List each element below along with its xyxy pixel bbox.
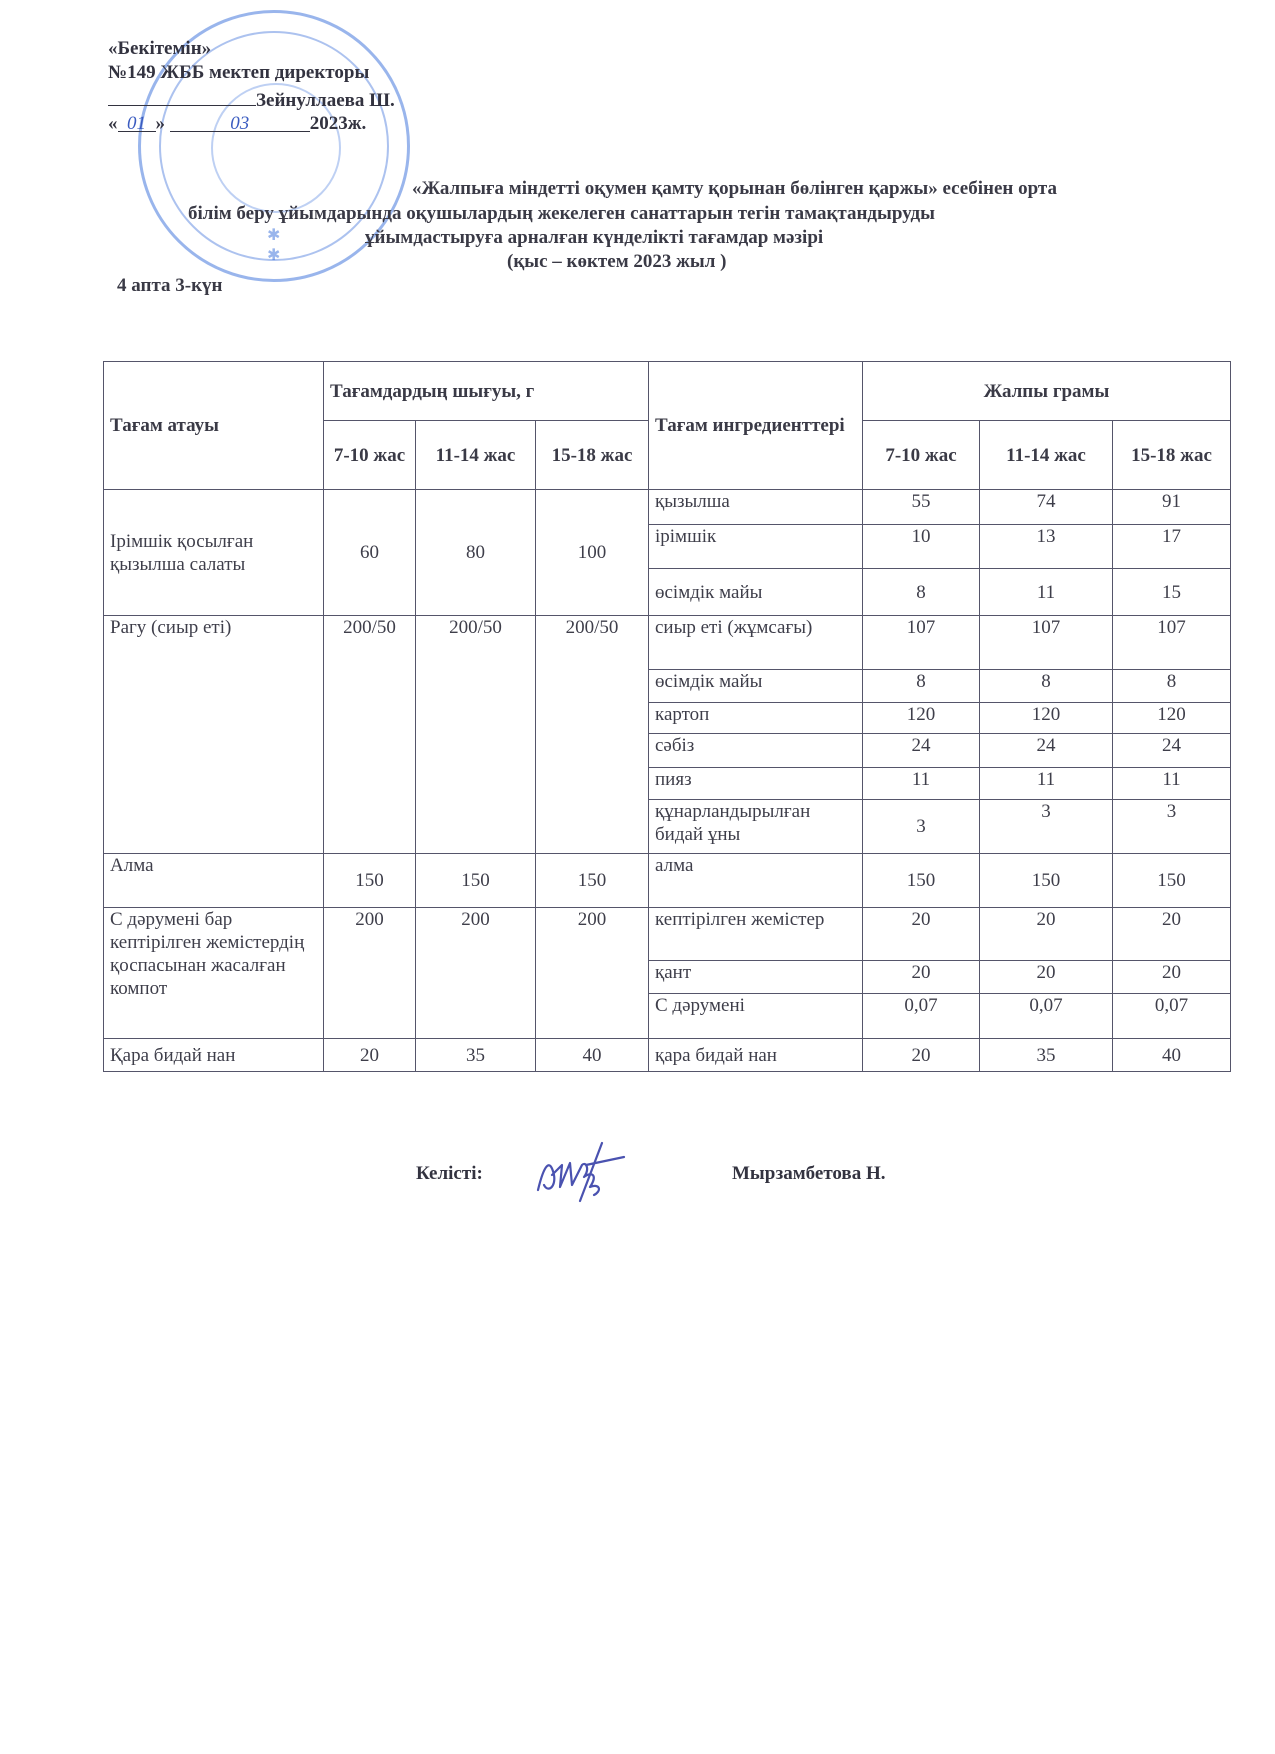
header-total-grams: Жалпы грамы <box>863 362 1231 421</box>
ingredient-name: өсімдік майы <box>649 670 863 703</box>
ingredient-grams: 20 <box>863 961 980 994</box>
dish-yield: 40 <box>536 1039 649 1072</box>
signature-blank <box>108 87 256 106</box>
ingredient-grams: 107 <box>863 616 980 670</box>
dish-yield: 150 <box>416 854 536 908</box>
dish-name: С дәрумені бар кептірілген жемістердің қоспасынан жасалған компот <box>104 908 324 1039</box>
yield-age-11-14: 11-14 жас <box>416 421 536 490</box>
approval-month: 03 <box>170 113 310 132</box>
approval-heading: «Бекітемін» <box>108 38 212 59</box>
approval-day: 01 <box>118 113 156 132</box>
approval-signature-line <box>108 87 395 112</box>
table-header-row <box>104 362 1231 421</box>
ingredient-grams: 55 <box>863 490 980 525</box>
agreed-person-name: Мырзамбетова Н. <box>732 1163 886 1184</box>
ingredient-name: құнарландырылған бидай ұны <box>649 800 863 854</box>
header-ingredients: Тағам ингредиенттері <box>649 362 863 490</box>
ingredient-name: алма <box>649 854 863 908</box>
dish-yield: 200/50 <box>536 616 649 854</box>
ingredient-grams: 13 <box>980 525 1113 569</box>
table-row <box>104 1039 1231 1072</box>
dish-yield: 100 <box>536 490 649 616</box>
ingredient-grams: 120 <box>1113 703 1231 734</box>
ingredient-grams: 8 <box>980 670 1113 703</box>
document-title-line3: ұйымдастыруға арналған күнделікті тағамдар мәзірі <box>365 227 824 248</box>
ingredient-grams: 0,07 <box>980 994 1113 1039</box>
dish-name: Рагу (сиыр еті) <box>104 616 324 854</box>
quote-close: » <box>155 113 165 134</box>
dish-yield: 150 <box>324 854 416 908</box>
stamp-star-icon: ✱ <box>267 245 281 264</box>
ingredient-grams: 11 <box>863 768 980 800</box>
ingredient-grams: 150 <box>1113 854 1231 908</box>
dish-yield: 200 <box>536 908 649 1039</box>
ingredient-grams: 24 <box>1113 734 1231 768</box>
ingredient-name: кептірілген жемістер <box>649 908 863 961</box>
ingredient-grams: 120 <box>980 703 1113 734</box>
director-name: Зейнуллаева Ш. <box>256 90 395 111</box>
table-row <box>104 490 1231 525</box>
table-row <box>104 854 1231 908</box>
ingredient-grams: 107 <box>980 616 1113 670</box>
ingredient-grams: 3 <box>1113 800 1231 854</box>
ingredient-grams: 8 <box>863 569 980 616</box>
total-age-7-10: 7-10 жас <box>863 421 980 490</box>
stamp-star-icon: ✱ <box>267 225 281 244</box>
header-dish-name: Тағам атауы <box>104 362 324 490</box>
ingredient-grams: 40 <box>1113 1039 1231 1072</box>
agreed-label: Келісті: <box>416 1163 483 1184</box>
approval-year: 2023ж. <box>309 113 367 134</box>
ingredient-name: пияз <box>649 768 863 800</box>
dish-yield: 200 <box>324 908 416 1039</box>
ingredient-name: ірімшік <box>649 525 863 569</box>
ingredient-grams: 20 <box>863 1039 980 1072</box>
ingredient-grams: 74 <box>980 490 1113 525</box>
dish-name: Алма <box>104 854 324 908</box>
ingredient-grams: 3 <box>863 800 980 854</box>
ingredient-grams: 20 <box>980 908 1113 961</box>
dish-name: Ірімшік қосылған қызылша салаты <box>104 490 324 616</box>
ingredient-grams: 150 <box>980 854 1113 908</box>
ingredient-name: қант <box>649 961 863 994</box>
document-title-line1: «Жалпыға міндетті оқумен қамту қорынан бөлінген қаржы» есебінен орта <box>412 178 1057 199</box>
ingredient-grams: 20 <box>1113 908 1231 961</box>
ingredient-name: сиыр еті (жұмсағы) <box>649 616 863 670</box>
ingredient-grams: 150 <box>863 854 980 908</box>
ingredient-grams: 24 <box>863 734 980 768</box>
ingredient-grams: 24 <box>980 734 1113 768</box>
ingredient-grams: 8 <box>863 670 980 703</box>
ingredient-grams: 107 <box>1113 616 1231 670</box>
ingredient-grams: 11 <box>980 569 1113 616</box>
menu-table <box>103 361 1231 1072</box>
ingredient-grams: 11 <box>1113 768 1231 800</box>
ingredient-grams: 17 <box>1113 525 1231 569</box>
ingredient-grams: 11 <box>980 768 1113 800</box>
quote-open: « <box>108 113 118 134</box>
document-title-line2: білім беру ұйымдарында оқушылардың жекелеген санаттарын тегін тамақтандыруды <box>188 203 935 224</box>
yield-age-7-10: 7-10 жас <box>324 421 416 490</box>
ingredient-grams: 15 <box>1113 569 1231 616</box>
yield-age-15-18: 15-18 жас <box>536 421 649 490</box>
ingredient-name: өсімдік майы <box>649 569 863 616</box>
document-title-season: (қыс – көктем 2023 жыл ) <box>507 251 727 272</box>
table-row <box>104 616 1231 670</box>
dish-yield: 20 <box>324 1039 416 1072</box>
table-row <box>104 908 1231 961</box>
signature-icon <box>530 1135 630 1205</box>
ingredient-grams: 20 <box>863 908 980 961</box>
total-age-15-18: 15-18 жас <box>1113 421 1231 490</box>
header-yield: Тағамдардың шығуы, г <box>324 362 649 421</box>
ingredient-name: С дәрумені <box>649 994 863 1039</box>
ingredient-name: картоп <box>649 703 863 734</box>
dish-yield: 200 <box>416 908 536 1039</box>
dish-yield: 150 <box>536 854 649 908</box>
ingredient-name: қызылша <box>649 490 863 525</box>
dish-yield: 80 <box>416 490 536 616</box>
ingredient-name: қара бидай нан <box>649 1039 863 1072</box>
ingredient-grams: 35 <box>980 1039 1113 1072</box>
dish-name: Қара бидай нан <box>104 1039 324 1072</box>
ingredient-grams: 8 <box>1113 670 1231 703</box>
ingredient-grams: 120 <box>863 703 980 734</box>
week-day-label: 4 апта 3-күн <box>117 275 223 296</box>
ingredient-grams: 0,07 <box>863 994 980 1039</box>
ingredient-grams: 0,07 <box>1113 994 1231 1039</box>
dish-yield: 200/50 <box>324 616 416 854</box>
ingredient-name: сәбіз <box>649 734 863 768</box>
approval-date <box>108 113 366 135</box>
dish-yield: 60 <box>324 490 416 616</box>
ingredient-grams: 91 <box>1113 490 1231 525</box>
ingredient-grams: 20 <box>980 961 1113 994</box>
dish-yield: 35 <box>416 1039 536 1072</box>
ingredient-grams: 10 <box>863 525 980 569</box>
dish-yield: 200/50 <box>416 616 536 854</box>
ingredient-grams: 20 <box>1113 961 1231 994</box>
approval-position: №149 ЖББ мектеп директоры <box>108 62 370 83</box>
total-age-11-14: 11-14 жас <box>980 421 1113 490</box>
ingredient-grams: 3 <box>980 800 1113 854</box>
